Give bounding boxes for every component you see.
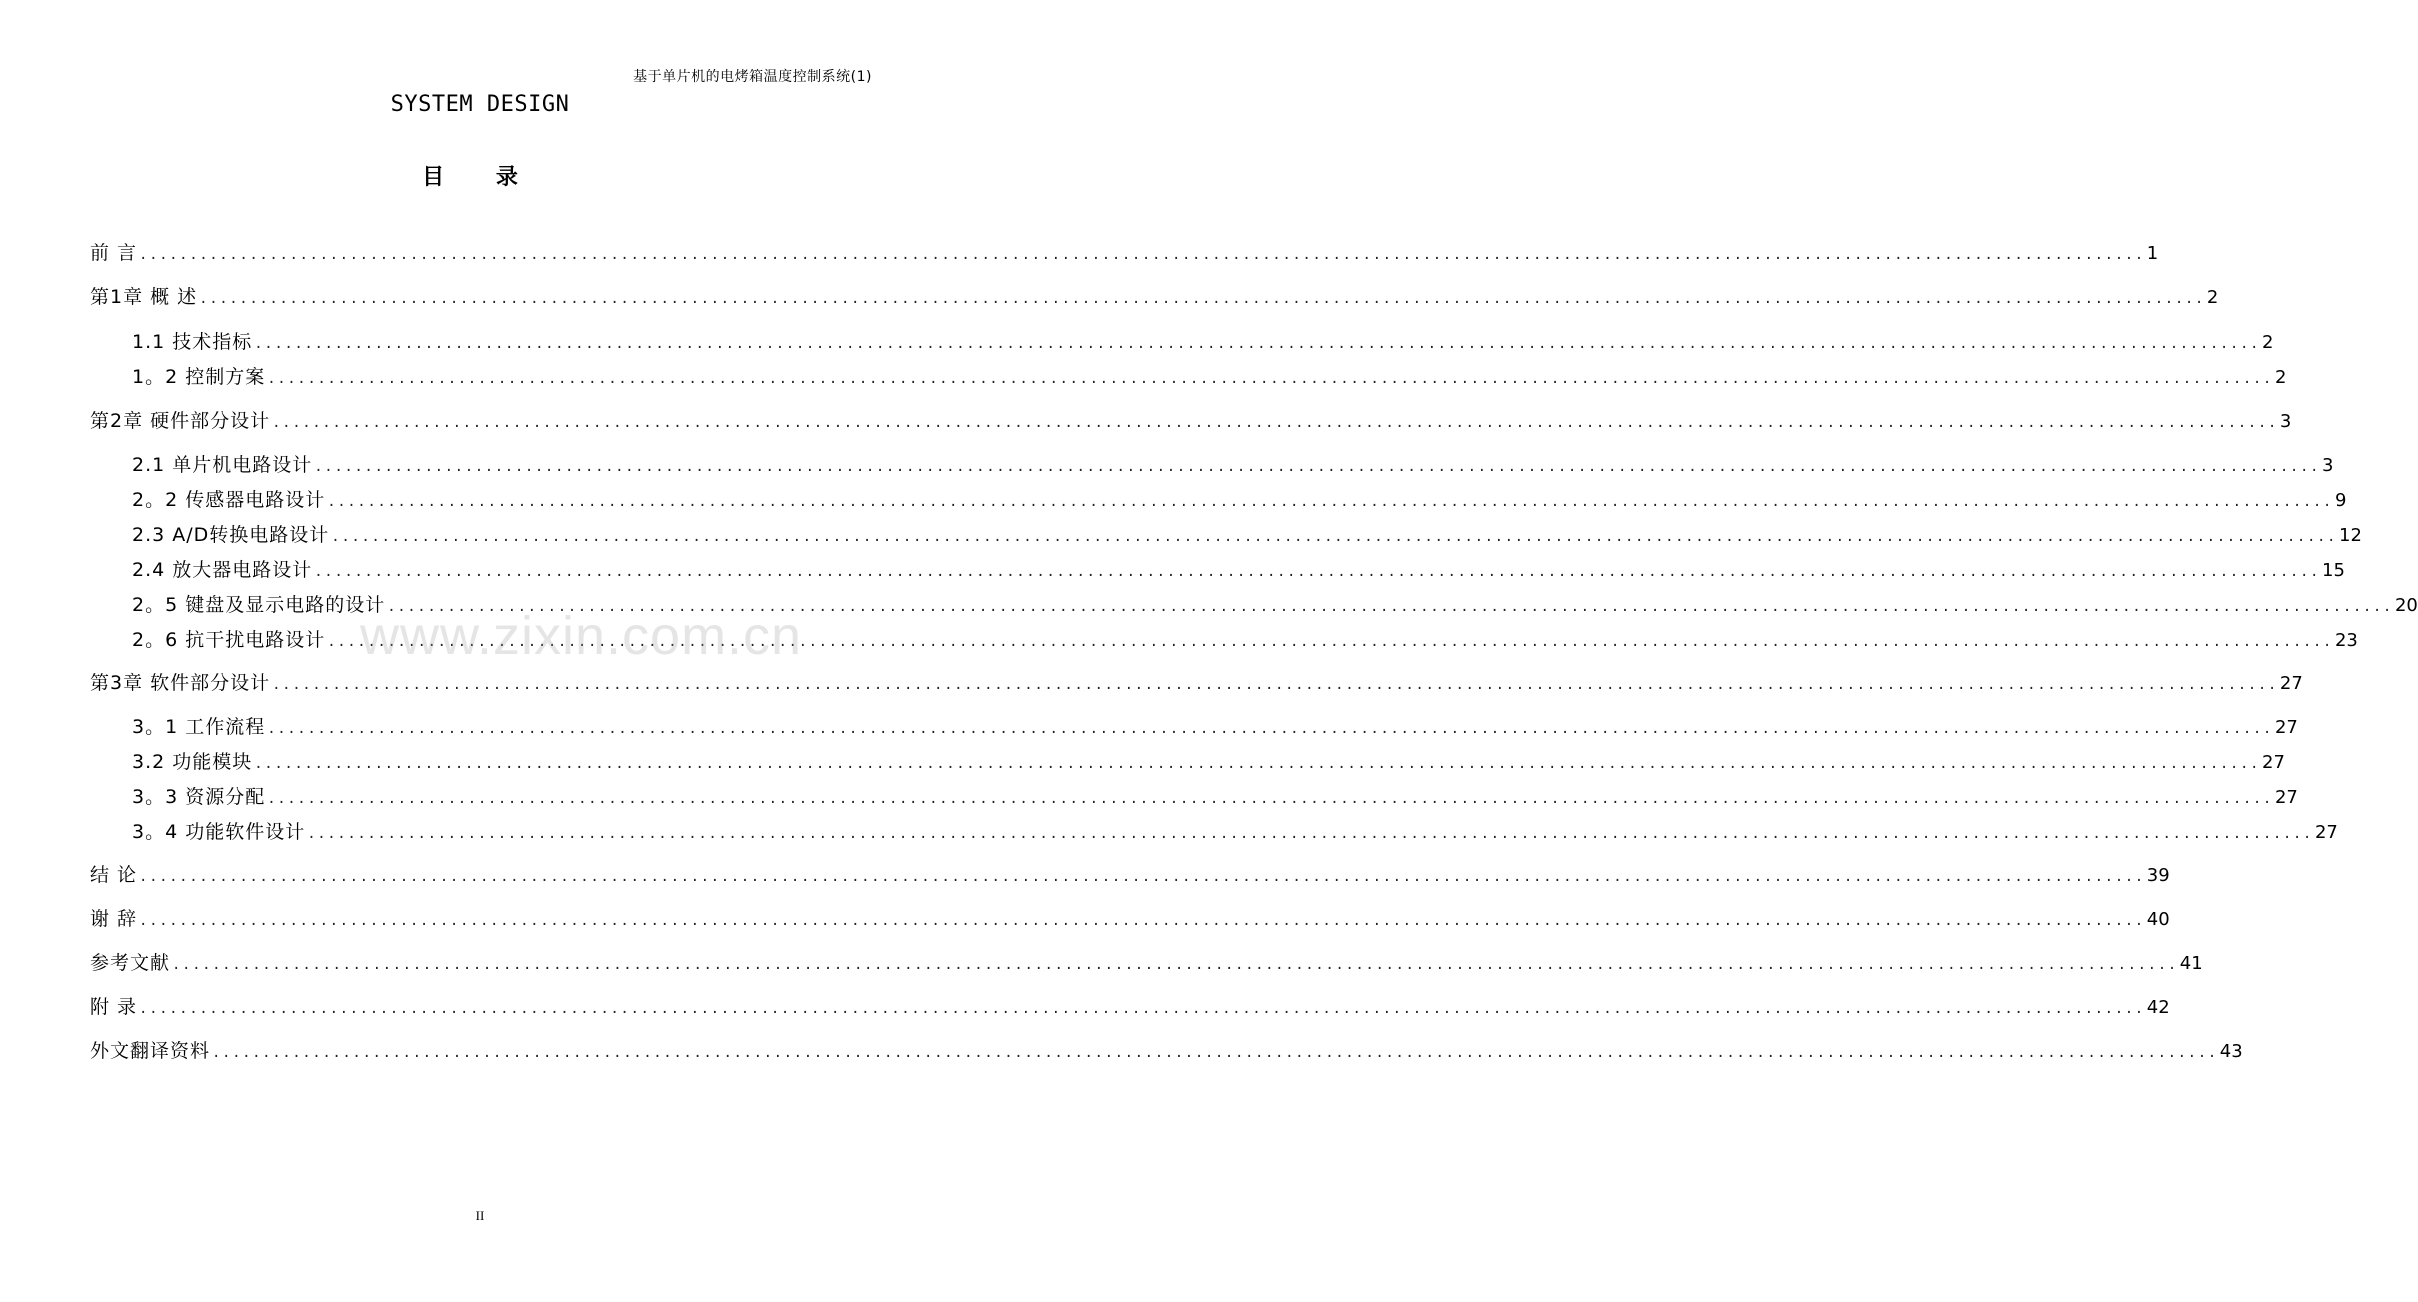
toc-leader-dots: ........................................................................................................................................................................................................	[139, 869, 2145, 885]
toc-entry[interactable]	[132, 627, 2358, 653]
toc-entry[interactable]	[132, 329, 2274, 355]
toc-entry-label: 结 论	[90, 864, 138, 886]
toc-entry[interactable]	[132, 749, 2285, 775]
toc-entry[interactable]	[90, 1038, 2243, 1064]
english-title: SYSTEM DESIGN	[390, 92, 570, 117]
watermark: www.zixin.com.cn	[360, 606, 803, 666]
toc-entry-label: 参考文献	[90, 952, 171, 974]
toc-leader-dots: ........................................................................................................................................................................................................	[387, 599, 2393, 615]
toc-entry[interactable]	[132, 522, 2362, 548]
toc-entry-page: 40	[2146, 909, 2170, 930]
toc-entry-label: 第2章 硬件部分设计	[90, 410, 271, 432]
toc-entry[interactable]	[132, 364, 2287, 390]
toc-entry-page: 27	[2274, 787, 2298, 808]
toc-entry-page: 12	[2339, 525, 2362, 546]
toc-entry-page: 1	[2146, 243, 2159, 264]
toc-entry-page: 20	[2394, 595, 2418, 616]
toc-entry-label: 谢 辞	[90, 908, 138, 930]
toc-entry[interactable]	[90, 862, 2170, 888]
toc-entry-page: 43	[2219, 1041, 2243, 1062]
running-header: 基于单片机的电烤箱温度控制系统(1)	[633, 69, 872, 85]
toc-leader-dots: ........................................................................................................................................................................................................	[314, 564, 2321, 580]
page-number: II	[475, 1208, 485, 1223]
toc-entry[interactable]	[132, 487, 2347, 513]
toc-leader-dots: ........................................................................................................................................................................................................	[307, 826, 2313, 842]
toc-entry-page: 41	[2179, 953, 2203, 974]
toc-entry-page: 3	[2279, 411, 2292, 432]
toc-entry[interactable]	[90, 284, 2219, 310]
toc-entry-label: 外文翻译资料	[90, 1040, 211, 1062]
toc-entry-label: 第3章 软件部分设计	[90, 672, 271, 694]
toc-leader-dots: ........................................................................................................................................................................................................	[139, 913, 2145, 929]
toc-entry-label: 第1章 概 述	[90, 286, 198, 308]
toc-leader-dots: ........................................................................................................................................................................................................	[267, 791, 2273, 807]
toc-entry-page: 9	[2334, 490, 2347, 511]
toc-entry-label: 2。2 传感器电路设计	[132, 489, 326, 511]
toc-entry-page: 2	[2206, 287, 2219, 308]
toc-entry[interactable]	[132, 557, 2345, 583]
toc-leader-dots: ........................................................................................................................................................................................................	[139, 1001, 2145, 1017]
toc-entry-page: 2	[2262, 332, 2274, 353]
toc-entry[interactable]	[132, 592, 2418, 618]
toc-leader-dots: ........................................................................................................................................................................................................	[199, 291, 2205, 307]
toc-entry[interactable]	[132, 819, 2338, 845]
toc-entry-label: 2.3 A/D转换电路设计	[132, 524, 330, 546]
toc-entry-page: 27	[2262, 752, 2285, 773]
toc-leader-dots: ........................................................................................................................................................................................................	[254, 756, 2261, 772]
toc-leader-dots: ........................................................................................................................................................................................................	[272, 415, 2278, 431]
toc-entry[interactable]	[90, 240, 2159, 266]
toc-entry-label: 附 录	[90, 996, 138, 1018]
toc-leader-dots: ........................................................................................................................................................................................................	[172, 957, 2178, 973]
toc-entry-page: 3	[2322, 455, 2334, 476]
toc-leader-dots: ........................................................................................................................................................................................................	[254, 336, 2261, 352]
toc-leader-dots: ........................................................................................................................................................................................................	[327, 634, 2333, 650]
toc-leader-dots: ........................................................................................................................................................................................................	[331, 529, 2338, 545]
toc-entry[interactable]	[90, 950, 2203, 976]
toc-entry-label: 1.1 技术指标	[132, 331, 253, 353]
toc-leader-dots: ........................................................................................................................................................................................................	[139, 247, 2145, 263]
toc-leader-dots: ........................................................................................................................................................................................................	[212, 1045, 2218, 1061]
toc-leader-dots: ........................................................................................................................................................................................................	[267, 721, 2273, 737]
toc-entry-label: 前 言	[90, 242, 138, 264]
toc-title: 目 录	[422, 165, 540, 190]
toc-entry[interactable]	[132, 714, 2298, 740]
toc-entry-label: 3。4 功能软件设计	[132, 821, 306, 843]
toc-entry[interactable]	[132, 452, 2334, 478]
toc-entry-label: 2。5 键盘及显示电路的设计	[132, 594, 386, 616]
toc-entry[interactable]	[90, 670, 2303, 696]
toc-entry-label: 3。3 资源分配	[132, 786, 266, 808]
toc-entry-label: 2。6 抗干扰电路设计	[132, 629, 326, 651]
toc-entry-page: 2	[2274, 367, 2287, 388]
toc-entry[interactable]	[90, 408, 2292, 434]
toc-entry-page: 15	[2322, 560, 2345, 581]
toc-entry-label: 2.1 单片机电路设计	[132, 454, 313, 476]
toc-entry[interactable]	[132, 784, 2298, 810]
toc-entry-page: 27	[2279, 673, 2303, 694]
toc-leader-dots: ........................................................................................................................................................................................................	[272, 677, 2278, 693]
toc-entry-label: 1。2 控制方案	[132, 366, 266, 388]
toc-leader-dots: ........................................................................................................................................................................................................	[267, 371, 2273, 387]
toc-entry-label: 3。1 工作流程	[132, 716, 266, 738]
toc-entry-page: 23	[2334, 630, 2358, 651]
toc-leader-dots: ........................................................................................................................................................................................................	[327, 494, 2333, 510]
toc-entry-page: 27	[2274, 717, 2298, 738]
toc-leader-dots: ........................................................................................................................................................................................................	[314, 459, 2321, 475]
toc-entry-label: 3.2 功能模块	[132, 751, 253, 773]
toc-entry-page: 39	[2146, 865, 2170, 886]
toc-entry[interactable]	[90, 906, 2170, 932]
toc-entry[interactable]	[90, 994, 2170, 1020]
toc-entry-page: 27	[2314, 822, 2338, 843]
toc-entry-label: 2.4 放大器电路设计	[132, 559, 313, 581]
toc-entry-page: 42	[2146, 997, 2170, 1018]
